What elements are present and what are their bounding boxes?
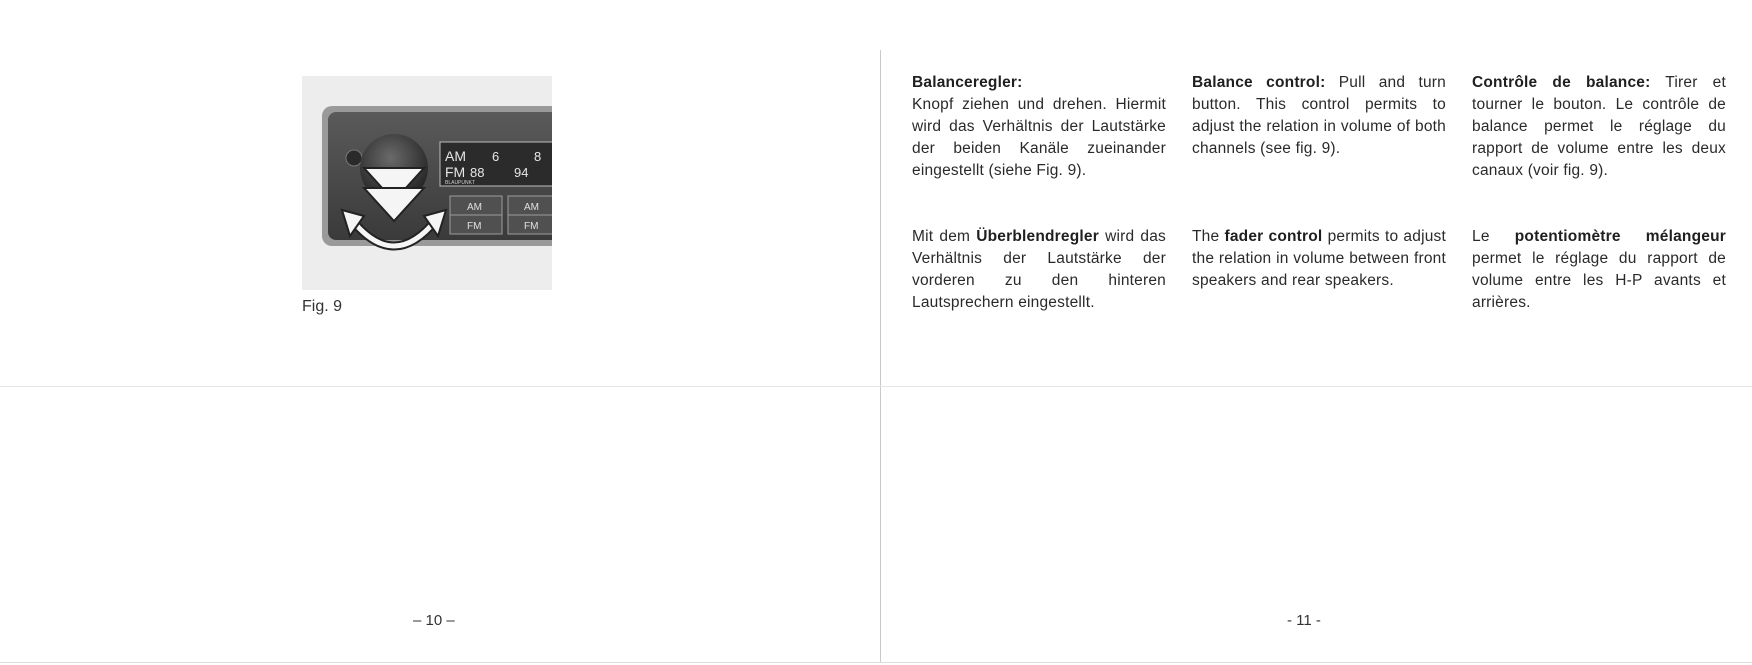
- french-fader-post: permet le réglage du rapport de volume entre les H-P avants et arrières.: [1472, 250, 1726, 311]
- figure-9-radio-illustration: [302, 76, 552, 290]
- german-balance-text: Knopf ziehen und drehen. Hiermit wird das Verhältnis der Lautstärke der beiden Kanäle zueinander eingestellt (siehe Fig. 9).: [912, 96, 1166, 179]
- german-balance-heading: Balanceregler:: [912, 74, 1023, 91]
- english-fader-paragraph: [1192, 226, 1446, 292]
- english-balance-heading: Balance control:: [1192, 74, 1326, 91]
- display-fm-freq-1: 88: [470, 165, 485, 180]
- display-fm-label: FM: [445, 164, 466, 180]
- page-fold: [880, 50, 881, 662]
- french-fader-paragraph: [1472, 226, 1726, 314]
- button-2-top: AM: [524, 202, 539, 213]
- figure-caption: Fig. 9: [302, 298, 343, 315]
- button-1-bottom: FM: [467, 221, 482, 232]
- english-fader-bold: fader control: [1224, 228, 1323, 245]
- english-fader-pre: The: [1192, 228, 1225, 245]
- french-fader-bold: potentiomètre mélangeur: [1514, 228, 1726, 245]
- english-balance-paragraph: [1192, 72, 1446, 160]
- page-number-left: – 10 –: [413, 612, 455, 629]
- german-fader-paragraph: [912, 226, 1166, 314]
- french-balance-heading: Contrôle de balance:: [1472, 74, 1651, 91]
- button-2-bottom: FM: [524, 221, 539, 232]
- german-fader-bold: Überblendregler: [976, 228, 1099, 245]
- german-fader-post: wird das Verhältnis der Lautstärke der vorderen zu den hinteren Lautsprechern eingestellt.: [912, 228, 1166, 311]
- bottom-edge: [0, 662, 1752, 663]
- crease-line: [0, 386, 1752, 387]
- english-balance-text: Pull and turn button. This control permits to adjust the relation in volume of both channels (see fig. 9).: [1192, 74, 1446, 157]
- display-am-label: AM: [445, 148, 466, 164]
- page-number-right: - 11 -: [1287, 612, 1321, 629]
- german-fader-pre: Mit dem: [912, 228, 977, 245]
- german-balance-paragraph: [912, 72, 1166, 182]
- english-fader-post: permits to adjust the relation in volume between front speakers and rear speakers.: [1192, 228, 1446, 289]
- radio-drawing: [302, 76, 552, 290]
- display-fm-freq-2: 94: [514, 165, 529, 180]
- french-balance-paragraph: [1472, 72, 1726, 182]
- brand-label: BLAUPUNKT: [445, 180, 476, 186]
- display-am-freq-1: 6: [492, 149, 500, 164]
- french-fader-pre: Le: [1472, 228, 1515, 245]
- french-balance-text: Tirer et tourner le bouton. Le contrôle de balance permet le réglage du rapport de volume entre les deux canaux (voir fig. 9).: [1472, 74, 1726, 179]
- display-am-freq-2: 8: [534, 149, 542, 164]
- button-1-top: AM: [467, 202, 482, 213]
